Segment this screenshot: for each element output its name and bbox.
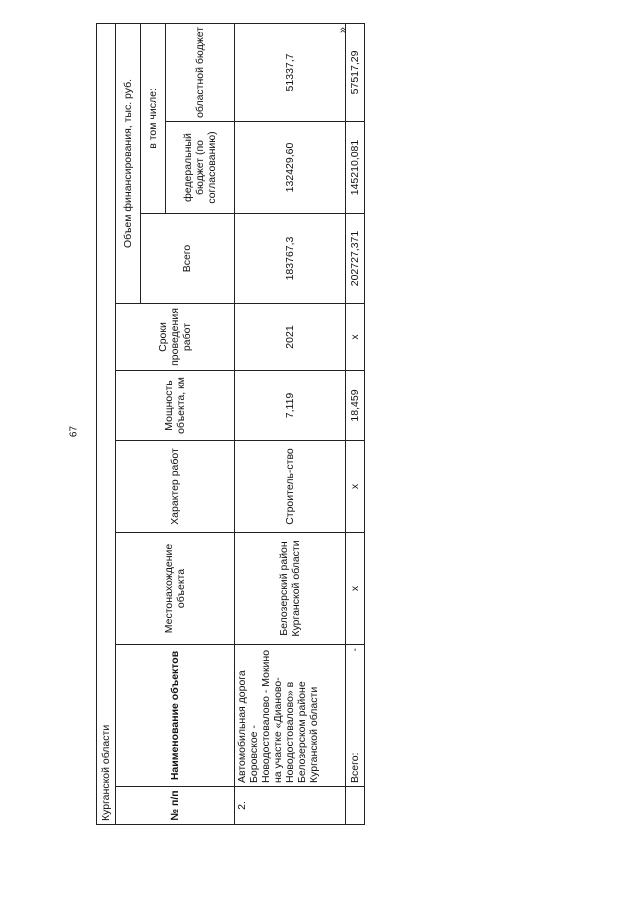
total-total: 202727,371 [346,214,365,304]
header-work-type: Характер работ [116,441,235,533]
header-capacity: Мощность объекта, км [116,371,235,441]
row-num: 2. [235,787,346,825]
table-container [96,24,361,825]
closing-quote-mark: » [337,26,350,34]
row-total: 183767,3 [235,214,346,304]
row-work-type: Строитель-ство [235,441,346,533]
header-num: № п/п [116,787,235,825]
total-regional: 57517,29 [346,23,365,121]
rotated-table-frame [96,24,361,825]
header-regional: областной бюджет [166,23,235,121]
row-location: Белозерский район Курганской области [235,533,346,645]
header-federal: федеральный бюджет (по согласованию) [166,122,235,214]
total-row [346,23,365,824]
row-capacity: 7,119 [235,371,346,441]
header-period: Сроки проведения работ [116,304,235,371]
total-num-cell [346,787,365,825]
total-label-cell [346,645,365,787]
page-number: 67 [68,425,80,438]
row-period: 2021 [235,304,346,371]
region-title: Курганской области [97,23,116,824]
row-federal: 132429,60 [235,122,346,214]
total-work-type: х [346,441,365,533]
total-capacity: 18,459 [346,371,365,441]
table-row [235,23,346,824]
header-location: Местонахождение объекта [116,533,235,645]
region-row [97,23,116,824]
header-total: Всего [141,214,235,304]
row-name: Автомобильная дорога Боровское - Новодостовалово - Мокино на участке «Дианово-Новодостовалово» в Белозерском районе Курганской области [235,645,346,787]
header-name: Наименование объектов [116,645,235,787]
total-period: х [346,304,365,371]
objects-table [96,23,365,825]
total-location: х [346,533,365,645]
total-dash: - [348,648,361,652]
header-funding: Объем финансирования, тыс. руб. [116,23,141,303]
total-label: Всего: [348,752,361,783]
header-row-1 [116,23,141,824]
header-including: в том числе: [141,23,166,213]
total-federal: 145210,081 [346,122,365,214]
row-regional: 51337,7 [235,23,346,121]
